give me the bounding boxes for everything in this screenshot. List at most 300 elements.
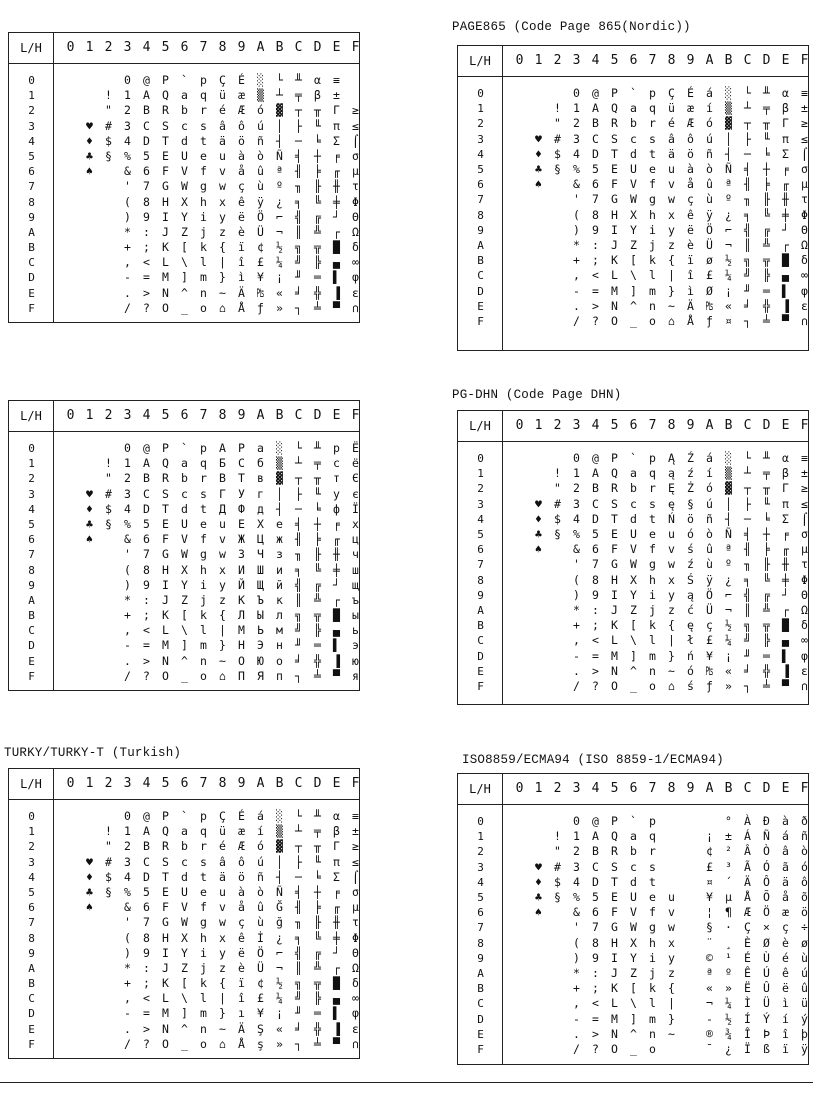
char-cell: ╣ <box>744 587 751 602</box>
char-cell: ä <box>782 874 789 889</box>
char-cell: ' <box>573 557 580 572</box>
row-label: 2 <box>28 104 35 118</box>
char-cell: ♣ <box>535 162 542 176</box>
char-cell: ¬ <box>706 996 713 1011</box>
char-cell: ± <box>801 466 808 481</box>
char-cell: ▀ <box>333 668 340 683</box>
column-header: A <box>256 40 265 55</box>
char-cell: R <box>611 844 618 859</box>
char-cell: W <box>181 179 188 194</box>
char-cell: ╛ <box>295 285 302 300</box>
char-cell: å <box>238 900 245 915</box>
char-cell: ┴ <box>295 456 302 471</box>
char-cell: \ <box>630 996 637 1011</box>
char-cell: ú <box>257 118 264 133</box>
char-cell: L <box>162 623 169 638</box>
row-label: 8 <box>477 573 484 587</box>
char-cell: К <box>238 592 245 607</box>
char-cell: 7 <box>143 547 150 562</box>
char-cell: ≥ <box>352 103 359 118</box>
column-header: 4 <box>142 408 151 423</box>
column-header: D <box>313 776 322 791</box>
char-cell: r <box>200 103 207 118</box>
char-cell: Ü <box>706 238 713 252</box>
char-cell: ; <box>592 981 599 996</box>
char-cell: ╚ <box>314 194 321 209</box>
char-cell: 2 <box>573 481 580 496</box>
char-cell: G <box>611 557 618 572</box>
char-cell: K <box>611 981 618 996</box>
char-cell: ù <box>706 557 713 572</box>
char-cell: ╖ <box>744 192 751 207</box>
char-cell: @ <box>592 86 599 100</box>
char-cell: h <box>649 572 656 587</box>
column-header: 2 <box>104 776 113 791</box>
row-label: 2 <box>28 472 35 486</box>
char-cell: ~ <box>668 298 675 313</box>
char-cell: ╡ <box>295 884 302 899</box>
char-cell: ─ <box>295 501 302 516</box>
char-cell: ≥ <box>801 481 808 496</box>
char-cell: Ä <box>238 1021 245 1036</box>
char-cell: ñ <box>257 869 264 884</box>
char-cell: ≥ <box>352 839 359 854</box>
char-cell: ^ <box>630 1026 637 1041</box>
char-cell: v <box>219 532 226 547</box>
char-cell: Ã <box>744 859 751 874</box>
char-cell: ¡ <box>276 270 283 285</box>
char-cell: > <box>592 663 599 678</box>
char-cell: ╠ <box>763 268 770 283</box>
char-cell: : <box>592 238 599 252</box>
char-cell: ⌐ <box>276 945 283 960</box>
char-cell: F <box>611 905 618 920</box>
char-cell: ø <box>801 935 808 950</box>
char-cell: ê <box>782 966 789 980</box>
char-cell: p <box>200 73 207 87</box>
row-label: 2 <box>477 482 484 496</box>
char-cell: é <box>668 116 675 131</box>
char-cell: k <box>649 253 656 268</box>
char-cell: Ъ <box>257 592 264 607</box>
char-cell: Ś <box>687 572 694 587</box>
char-cell: ╛ <box>295 653 302 668</box>
char-cell: ♠ <box>86 900 93 915</box>
char-cell: r <box>200 839 207 854</box>
char-cell: τ <box>801 557 808 572</box>
char-cell: ) <box>124 945 131 960</box>
char-cell: ò <box>706 162 713 176</box>
char-cell: ║ <box>295 592 302 607</box>
char-cell: » <box>725 679 732 693</box>
char-cell: µ <box>801 177 808 192</box>
char-cell: } <box>219 638 226 653</box>
char-cell: ╬ <box>314 1021 321 1036</box>
char-cell: ( <box>124 930 131 945</box>
footer-rule <box>0 1082 813 1083</box>
char-cell: ö <box>238 133 245 148</box>
char-cell: 1 <box>573 466 580 481</box>
char-cell: 1 <box>573 829 580 844</box>
char-cell: e <box>200 884 207 899</box>
char-cell: ' <box>573 192 580 207</box>
char-cell: Ä <box>238 285 245 300</box>
char-cell: B <box>143 471 150 486</box>
char-cell: 1 <box>124 824 131 839</box>
char-cell: δ <box>801 253 808 268</box>
caption-t4: PG-DHN (Code Page DHN) <box>452 388 622 402</box>
char-cell: w <box>668 920 675 935</box>
char-cell: ╤ <box>314 456 321 471</box>
char-cell: n <box>649 298 656 313</box>
char-cell: ç <box>238 179 245 194</box>
char-cell: ♠ <box>86 164 93 179</box>
char-cell: f <box>200 164 207 179</box>
char-cell: / <box>573 1042 580 1056</box>
char-cell: d <box>181 133 188 148</box>
row-label: 7 <box>28 180 35 194</box>
char-cell: $ <box>554 511 561 526</box>
char-cell: è <box>238 224 245 239</box>
char-cell: é <box>782 950 789 965</box>
char-cell: c <box>630 131 637 146</box>
char-cell: è <box>782 935 789 950</box>
row-label: 3 <box>28 487 35 501</box>
char-cell: = <box>143 638 150 653</box>
char-cell: } <box>219 1006 226 1021</box>
char-cell: à <box>238 884 245 899</box>
char-cell: ▄ <box>782 633 789 648</box>
char-cell: û <box>706 542 713 557</box>
char-cell: ╘ <box>763 511 770 526</box>
char-cell: Ü <box>257 960 264 975</box>
char-cell: I <box>162 577 169 592</box>
char-cell: ь <box>352 623 359 638</box>
char-cell: o <box>200 300 207 315</box>
char-cell: i <box>649 587 656 602</box>
char-cell: T <box>162 133 169 148</box>
char-cell: т <box>333 471 340 486</box>
char-cell: ! <box>105 88 112 103</box>
char-cell: Z <box>630 966 637 980</box>
char-cell: ` <box>181 809 188 823</box>
char-cell: Ç <box>219 73 226 87</box>
char-cell: ╗ <box>744 253 751 268</box>
column-header: 0 <box>515 418 524 433</box>
row-label: 1 <box>28 825 35 839</box>
char-cell: S <box>162 486 169 501</box>
row-label: D <box>477 1012 484 1026</box>
char-cell: ╘ <box>314 133 321 148</box>
char-cell: - <box>573 283 580 298</box>
char-cell: ╩ <box>314 592 321 607</box>
column-header: 9 <box>686 418 695 433</box>
char-cell: ╔ <box>314 209 321 224</box>
char-cell: Ю <box>257 653 264 668</box>
char-cell: l <box>200 255 207 270</box>
char-cell: п <box>276 668 283 683</box>
char-cell: ▒ <box>276 456 283 471</box>
column-header: B <box>724 53 733 68</box>
char-cell: ч <box>352 547 359 562</box>
char-cell: y <box>219 577 226 592</box>
char-cell: À <box>744 814 751 828</box>
char-cell: g <box>200 547 207 562</box>
char-cell: ├ <box>295 854 302 869</box>
char-cell: Ą <box>668 451 675 465</box>
char-cell: │ <box>725 131 732 146</box>
char-cell: O <box>611 1042 618 1056</box>
row-label: C <box>28 256 35 270</box>
char-cell: 3 <box>124 854 131 869</box>
char-cell: D <box>143 869 150 884</box>
char-cell: Â <box>744 844 751 859</box>
char-cell: d <box>630 511 637 526</box>
char-cell: 1 <box>124 88 131 103</box>
char-cell: § <box>706 920 713 935</box>
char-cell: v <box>668 905 675 920</box>
char-cell: É <box>238 73 245 87</box>
char-cell: I <box>162 209 169 224</box>
char-cell: D <box>143 501 150 516</box>
char-cell: ╡ <box>295 148 302 163</box>
char-cell: ) <box>573 222 580 237</box>
char-cell: ┤ <box>725 511 732 526</box>
char-cell: ½ <box>725 618 732 633</box>
char-cell: ▌ <box>782 283 789 298</box>
column-header: 5 <box>610 781 619 796</box>
char-cell: ╧ <box>763 679 770 693</box>
char-cell: # <box>554 859 561 874</box>
char-cell: a <box>630 466 637 481</box>
char-cell: s <box>649 131 656 146</box>
char-cell: + <box>124 608 131 623</box>
char-cell: ã <box>782 859 789 874</box>
char-cell: Е <box>238 516 245 531</box>
column-header: A <box>705 781 714 796</box>
char-cell: s <box>200 854 207 869</box>
char-cell: î <box>782 1026 789 1041</box>
char-cell: ╖ <box>295 547 302 562</box>
char-cell: g <box>200 915 207 930</box>
char-cell: N <box>162 285 169 300</box>
char-cell: o <box>649 679 656 693</box>
column-header: 1 <box>534 418 543 433</box>
table-header <box>9 401 359 432</box>
char-cell: ¬ <box>725 238 732 252</box>
char-cell: ! <box>105 456 112 471</box>
char-cell: ╚ <box>314 562 321 577</box>
char-cell: j <box>200 224 207 239</box>
char-cell: ╙ <box>763 496 770 511</box>
char-cell: h <box>200 930 207 945</box>
char-cell: Я <box>257 668 264 683</box>
char-cell: q <box>200 456 207 471</box>
char-cell: ¢ <box>257 976 264 991</box>
char-cell: s <box>649 859 656 874</box>
char-cell: ♠ <box>86 532 93 547</box>
char-cell: x <box>668 572 675 587</box>
char-cell: º <box>725 966 732 980</box>
char-cell: и <box>276 562 283 577</box>
column-header: 3 <box>572 53 581 68</box>
char-cell: S <box>611 131 618 146</box>
char-cell: ó <box>706 116 713 131</box>
char-cell: @ <box>143 441 150 455</box>
char-cell: ╜ <box>295 270 302 285</box>
row-label: E <box>477 664 484 678</box>
char-cell: _ <box>181 300 188 315</box>
char-cell: _ <box>181 1036 188 1051</box>
char-cell: ╛ <box>744 298 751 313</box>
char-cell: ≡ <box>352 809 359 823</box>
char-cell: F <box>162 532 169 547</box>
char-cell: z <box>668 603 675 617</box>
char-cell: à <box>238 148 245 163</box>
char-cell: █ <box>333 976 340 991</box>
row-label: 9 <box>477 588 484 602</box>
char-cell: ê <box>687 207 694 222</box>
row-label: D <box>477 284 484 298</box>
column-header: 5 <box>161 408 170 423</box>
char-cell: ╕ <box>295 194 302 209</box>
column-header: 5 <box>610 418 619 433</box>
char-cell: $ <box>105 869 112 884</box>
char-cell: £ <box>706 859 713 874</box>
char-cell: H <box>162 194 169 209</box>
char-cell: F <box>611 177 618 192</box>
char-cell: 6 <box>592 905 599 920</box>
char-cell: i <box>649 222 656 237</box>
char-cell: ¿ <box>276 194 283 209</box>
char-cell: e <box>649 162 656 176</box>
char-cell: § <box>687 496 694 511</box>
char-cell: φ <box>352 270 359 285</box>
char-cell: ╝ <box>744 268 751 283</box>
char-cell: █ <box>782 618 789 633</box>
char-cell: E <box>162 884 169 899</box>
column-header: 6 <box>180 776 189 791</box>
char-cell: d <box>630 146 637 161</box>
char-cell: Ç <box>744 920 751 935</box>
char-cell: ₧ <box>706 298 713 313</box>
char-cell: ÷ <box>801 920 808 935</box>
char-cell: φ <box>352 1006 359 1021</box>
char-cell: U <box>630 527 637 541</box>
char-cell: J <box>611 966 618 980</box>
char-cell: n <box>200 1021 207 1036</box>
char-cell: a <box>630 829 637 844</box>
column-header: 6 <box>629 53 638 68</box>
char-cell: ╡ <box>295 516 302 531</box>
char-cell: ) <box>124 209 131 224</box>
char-cell: ( <box>573 935 580 950</box>
char-cell: p <box>649 86 656 100</box>
char-cell: ╟ <box>314 915 321 930</box>
char-cell: ╙ <box>763 131 770 146</box>
char-cell: E <box>162 516 169 531</box>
char-cell: D <box>143 133 150 148</box>
char-cell: ª <box>725 177 732 192</box>
char-cell: ó <box>257 103 264 118</box>
char-cell: Ç <box>668 86 675 100</box>
char-cell: ╫ <box>782 192 789 207</box>
char-cell: Y <box>181 577 188 592</box>
char-cell: O <box>162 668 169 683</box>
char-cell: ┼ <box>314 884 321 899</box>
char-cell: º <box>276 179 283 194</box>
column-header: 8 <box>667 53 676 68</box>
column-header: 7 <box>648 53 657 68</box>
char-cell: ¼ <box>276 255 283 270</box>
char-cell: ® <box>706 1026 713 1041</box>
char-cell: ╧ <box>763 314 770 328</box>
char-cell: C <box>592 496 599 511</box>
char-cell: ┬ <box>295 103 302 118</box>
char-cell: 8 <box>592 935 599 950</box>
code-table-6 <box>457 773 809 1065</box>
char-cell: Æ <box>687 116 694 131</box>
char-cell: D <box>592 146 599 161</box>
char-cell: P <box>162 809 169 823</box>
char-cell: ± <box>801 101 808 116</box>
char-cell: 9 <box>592 222 599 237</box>
char-cell: ! <box>554 466 561 481</box>
char-cell: ; <box>143 240 150 255</box>
char-cell: Ê <box>744 966 751 980</box>
char-cell: K <box>162 608 169 623</box>
char-cell: Ñ <box>276 148 283 163</box>
char-cell: ╖ <box>744 557 751 572</box>
char-cell: δ <box>352 976 359 991</box>
char-cell: ü <box>668 101 675 116</box>
char-cell: à <box>782 814 789 828</box>
char-cell: ∩ <box>352 300 359 315</box>
char-cell: F <box>611 542 618 557</box>
char-cell: j <box>649 966 656 980</box>
char-cell: £ <box>706 633 713 648</box>
char-cell: Ñ <box>725 527 732 541</box>
char-cell: 7 <box>592 557 599 572</box>
char-cell: ë <box>687 222 694 237</box>
char-cell: ç <box>782 920 789 935</box>
char-cell: ) <box>573 587 580 602</box>
char-cell: d <box>181 869 188 884</box>
char-cell: ┐ <box>295 1036 302 1051</box>
char-cell: c <box>181 486 188 501</box>
char-cell: Y <box>630 222 637 237</box>
char-cell: ░ <box>276 441 283 455</box>
char-cell: Î <box>744 1026 751 1041</box>
row-label: 0 <box>28 74 35 87</box>
column-header: F <box>800 53 809 68</box>
char-cell: ò <box>801 844 808 859</box>
char-cell: U <box>181 516 188 531</box>
char-cell: Z <box>630 238 637 252</box>
char-cell: r <box>649 481 656 496</box>
char-cell: ö <box>801 905 808 920</box>
char-cell: ÿ <box>257 194 264 209</box>
char-cell: # <box>105 854 112 869</box>
char-cell: ╦ <box>763 618 770 633</box>
char-cell: 8 <box>143 930 150 945</box>
char-cell: ï <box>238 976 245 991</box>
char-cell: â <box>219 118 226 133</box>
char-cell: 1 <box>124 456 131 471</box>
code-table-2 <box>457 45 809 351</box>
char-cell: L <box>162 255 169 270</box>
char-cell: ü <box>801 996 808 1011</box>
